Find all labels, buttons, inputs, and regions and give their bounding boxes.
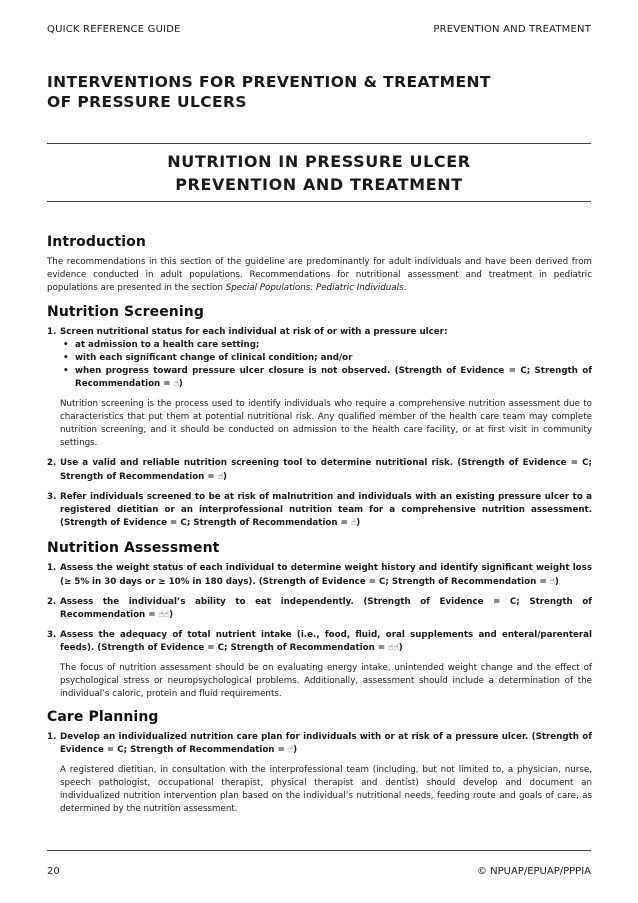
bullet-icon: • (63, 339, 69, 350)
screening-item-1-bullets (60, 339, 592, 392)
item-text: Use a valid and reliable nutrition screening tool to determine nutritional risk. (Strength of Evidence = C; Strength of Recommendation = ☝) (60, 458, 592, 482)
page-number: 20 (47, 866, 60, 877)
care-planning-item-1 (47, 731, 592, 757)
bullet-text: at admission to a health care setting; (75, 339, 260, 350)
item-text: Refer individuals screened to be at risk of malnutrition and individuals with an existing pressure ulcer to a registered dietitian or an interprofessional nutrition team for a comprehensive nutrition assessment. (Strength of Evidence = C; Strength of Recommendation = ☝) (60, 491, 592, 529)
care-planning-heading: Care Planning (47, 709, 159, 726)
item-number: 3. (47, 491, 57, 502)
item-text: Develop an individualized nutrition care plan for individuals with or at risk of a pressure ulcer. (Strength of Evidence = C; Strength of Recommendation = ☝) (60, 732, 592, 756)
bullet-item (60, 352, 592, 365)
main-title-line2: OF PRESSURE ULCERS (47, 93, 247, 111)
bullet-text: with each significant change of clinical condition; and/or (75, 353, 353, 364)
footer-rule (47, 850, 591, 851)
introduction-heading: Introduction (47, 234, 146, 250)
item-text: Assess the adequacy of total nutrient intake (i.e., food, fluid, oral supplements and enteral/parenteral feeds). (Strength of Evidence = C; Strength of Recommendation = ☝☝) (60, 630, 592, 654)
screening-item-3 (47, 491, 592, 531)
section-title-line2: PREVENTION AND TREATMENT (175, 175, 463, 194)
item-text: Assess the weight status of each individual to determine weight history and identify significant weight loss (≥ 5% in 30 days or ≥ 10% in 180 days). (Strength of Evidence = C; Strength of Recommendation = ☝) (60, 563, 592, 587)
care-planning-note: A registered dietitian, in consultation with the interprofessional team (including, but not limited to, a physician, nurse, speech pathologist, occupational therapist, physical therapist and dentist) should develop and document an individualized nutrition intervention plan based on the individual’s nutritional needs, feeding route and goals of care, as determined by the nutrition assessment. (60, 764, 592, 815)
introduction-text: The recommendations in this section of the guideline are predominantly for adult individuals and have been derived from evidence conducted in adult populations. Recommendations for nutritional assessment and treatment in pediatric populations are presented in the section (47, 257, 592, 294)
screening-item-2 (47, 457, 592, 483)
section-title-line1: NUTRITION IN PRESSURE ULCER (167, 152, 471, 171)
screening-note: Nutrition screening is the process used to identify individuals who require a comprehensive nutrition assessment due to characteristics that put them at potential nutritional risk. Any qualified member of the health care team may complete nutrition screening, and it should be conducted on admission to the health care facility, or at first visit in community settings. (60, 398, 592, 449)
copyright-notice: © NPUAP/EPUAP/PPPIA (476, 866, 591, 877)
main-title-line1: INTERVENTIONS FOR PREVENTION & TREATMENT (47, 73, 491, 91)
item-text: Screen nutritional status for each individual at risk of or with a pressure ulcer: (60, 326, 448, 337)
title-rule-top (47, 143, 591, 144)
header-left: QUICK REFERENCE GUIDE (47, 24, 181, 35)
item-number: 2. (47, 458, 57, 469)
introduction-paragraph (47, 256, 592, 296)
bullet-item (60, 339, 592, 352)
bullet-icon: • (63, 366, 69, 377)
screening-item-1 (47, 326, 592, 392)
introduction-section (47, 233, 592, 296)
assessment-item-3 (47, 629, 592, 655)
item-number: 2. (47, 596, 57, 607)
item-number: 1. (47, 563, 57, 574)
section-title (47, 150, 591, 196)
introduction-italic-reference: Special Populations: Pediatric Individuals (225, 283, 404, 294)
assessment-item-1 (47, 562, 592, 588)
assessment-item-2 (47, 596, 592, 622)
introduction-text-end: . (403, 283, 407, 294)
item-number: 3. (47, 630, 57, 641)
bullet-text: when progress toward pressure ulcer closure is not observed. (Strength of Evidence = C; Strength of Recommendation = ☝) (75, 366, 592, 390)
assessment-section (47, 539, 592, 701)
bullet-icon: • (63, 353, 69, 364)
body-content (47, 233, 592, 824)
screening-section (47, 303, 592, 531)
header-right: PREVENTION AND TREATMENT (433, 24, 591, 35)
assessment-heading: Nutrition Assessment (47, 540, 220, 557)
bullet-item (60, 365, 592, 391)
item-number: 1. (47, 326, 57, 337)
running-header (47, 24, 591, 38)
care-planning-section (47, 708, 592, 816)
item-number: 1. (47, 732, 57, 743)
assessment-note: The focus of nutrition assessment should be on evaluating energy intake, unintended weight change and the effect of psychological stress or neuropsychological problems. Additionally, assessment should include a determination of the individual’s caloric, protein and fluid requirements. (60, 662, 592, 700)
main-title (47, 72, 567, 112)
item-text: Assess the individual’s ability to eat independently. (Strength of Evidence = C; Strength of Recommendation = ☝☝) (60, 596, 592, 621)
title-rule-bottom (47, 201, 591, 202)
screening-heading: Nutrition Screening (47, 303, 204, 320)
